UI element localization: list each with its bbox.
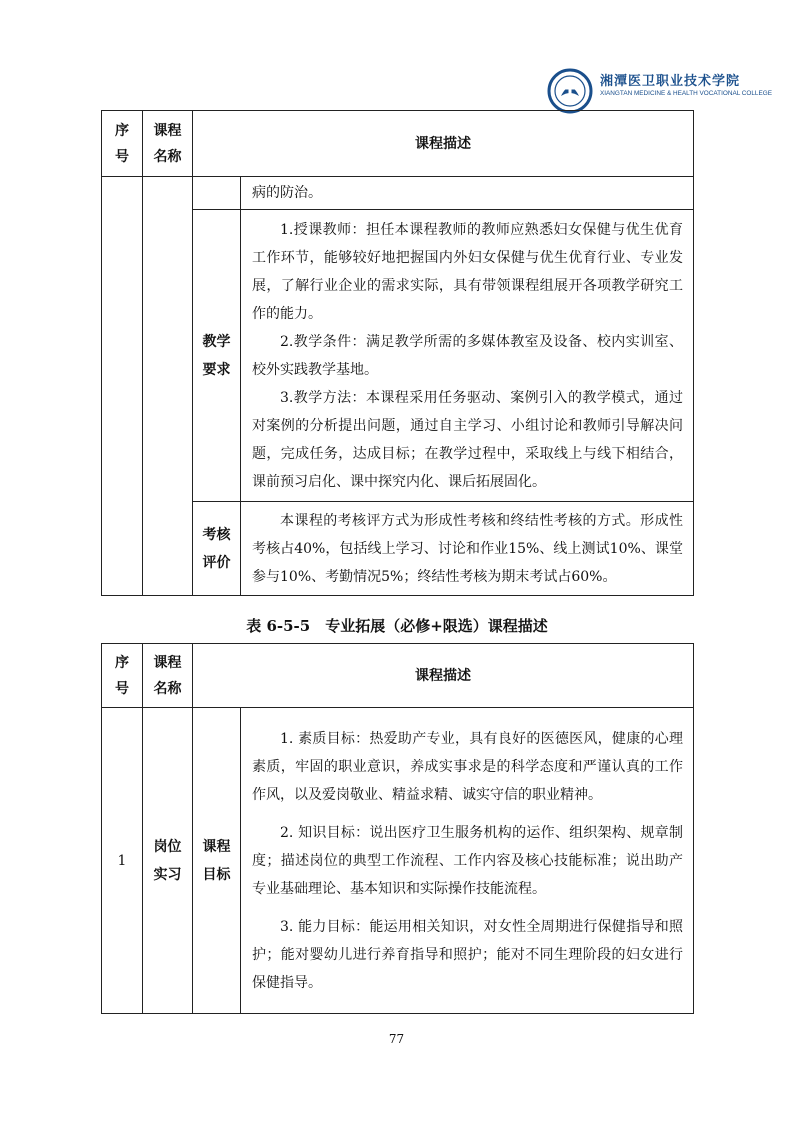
label-course-objectives: 课程 目标 <box>193 708 241 1014</box>
col-header-no: 序 号 <box>102 644 143 708</box>
table-caption: 表 6-5-5 专业拓展（必修+限选）课程描述 <box>246 617 548 635</box>
table-row <box>102 177 694 210</box>
course-objectives-text: 1. 素质目标：热爱助产专业，具有良好的医德医风，健康的心理素质，牢固的职业意识，养成实事求是的科学态度和严谨认真的工作作风，以及爱岗敬业、精益求精、诚实守信的职业精神。 2. 知识目标：说出医疗卫生服务机构的运作、组织架构、规章制度；描述岗位的典型工作流程、工作内容及核心技能标准；说出助产专业基础理论、基本知识和实际操作技能流程。 3. 能力目标：能运用相关知识，对女性全周期进行保健指导和照护；能对婴幼儿进行养育指导和照护；能对不同生理阶段的妇女进行保健指导。 <box>241 708 694 1014</box>
cell-name-empty <box>143 177 193 596</box>
college-seal-icon <box>545 66 597 116</box>
table-header-row <box>102 644 694 708</box>
college-name-cn: 湘潭医卫职业技术学院 <box>600 74 741 89</box>
col-header-name: 课程 名称 <box>143 111 193 177</box>
col-header-name: 课程 名称 <box>143 644 193 708</box>
teaching-requirements-text: 1.授课教师：担任本课程教师的教师应熟悉妇女保健与优生优育工作环节，能够较好地把握国内外妇女保健与优生优育行业、专业发展，了解行业企业的需求实际，具有带领课程组展开各项教学研究工作的能力。 2.教学条件：满足教学所需的多媒体教室及设备、校内实训室、校外实践教学基地。 3.教学方法：本课程采用任务驱动、案例引入的教学模式，通过对案例的分析提出问题，通过自主学习、小组讨论和教师引导解决问题，完成任务，达成目标；在教学过程中，采取线上与线下相结合，课前预习启化、课中探究内化、课后拓展固化。 <box>241 210 694 502</box>
cell-label-empty <box>193 177 241 210</box>
col-header-desc: 课程描述 <box>193 644 694 708</box>
row-number: 1 <box>102 708 143 1014</box>
col-header-no: 序 号 <box>102 111 143 177</box>
page-number: 77 <box>388 1032 405 1046</box>
college-name-en: XIANGTAN MEDICINE & HEALTH VOCATIONAL COLLEGE <box>600 90 772 97</box>
col-header-desc: 课程描述 <box>193 111 694 177</box>
course-table-continued <box>101 110 694 596</box>
label-teaching-requirements: 教学 要求 <box>193 210 241 502</box>
course-table-extension <box>101 643 694 1014</box>
label-assessment: 考核 评价 <box>193 502 241 596</box>
continued-text: 病的防治。 <box>241 177 694 210</box>
course-name: 岗位 实习 <box>143 708 193 1014</box>
assessment-text: 本课程的考核评方式为形成性考核和终结性考核的方式。形成性考核占40%，包括线上学习、讨论和作业15%、线上测试10%、课堂参与10%、考勤情况5%；终结性考核为期末考试占60%。 <box>241 502 694 596</box>
table-header-row <box>102 111 694 177</box>
table-row <box>102 708 694 1014</box>
cell-no-empty <box>102 177 143 596</box>
